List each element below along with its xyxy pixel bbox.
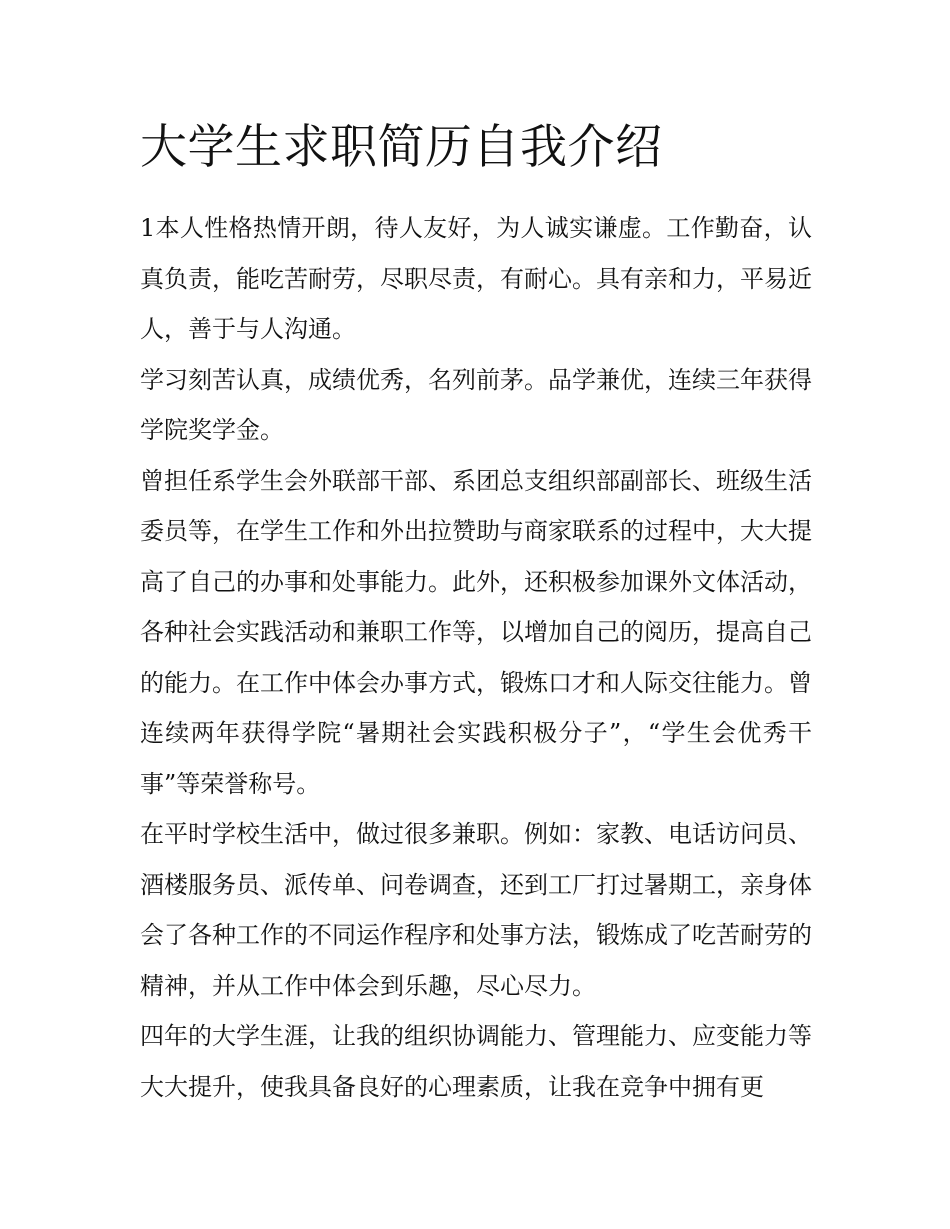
paragraph-student-work: 曾担任系学生会外联部干部、系团总支组织部副部长、班级生活委员等，在学生工作和外出拉赞助与商家联系的过程中，大大提高了自己的办事和处事能力。此外，还积极参加课外文体活动，各种社会实践活动和兼职工作等，以增加自己的阅历，提高自己的能力。在工作中体会办事方式，锻炼口才和人际交往能力。曾连续两年获得学院“暑期社会实践积极分子”，“学生会优秀干事”等荣誉称号。 [140, 466, 812, 798]
document-title: 大学生求职简历自我介绍 [140, 120, 663, 175]
document-body [140, 203, 812, 1112]
paragraph-part-time-jobs: 在平时学校生活中，做过很多兼职。例如：家教、电话访问员、酒楼服务员、派传单、问卷调查，还到工厂打过暑期工，亲身体会了各种工作的不同运作程序和处事方法，锻炼成了吃苦耐劳的精神，并从工作中体会到乐趣，尽心尽力。 [140, 820, 812, 1000]
paragraph-study: 学习刻苦认真，成绩优秀，名列前茅。品学兼优，连续三年获得学院奖学金。 [140, 365, 812, 444]
paragraph-personality: 1本人性格热情开朗，待人友好，为人诚实谦虚。工作勤奋，认真负责，能吃苦耐劳，尽职尽责，有耐心。具有亲和力，平易近人，善于与人沟通。 [140, 214, 812, 343]
paragraph-university-summary: 四年的大学生涯，让我的组织协调能力、管理能力、应变能力等大大提升，使我具备良好的心理素质，让我在竞争中拥有更 [140, 1022, 812, 1101]
